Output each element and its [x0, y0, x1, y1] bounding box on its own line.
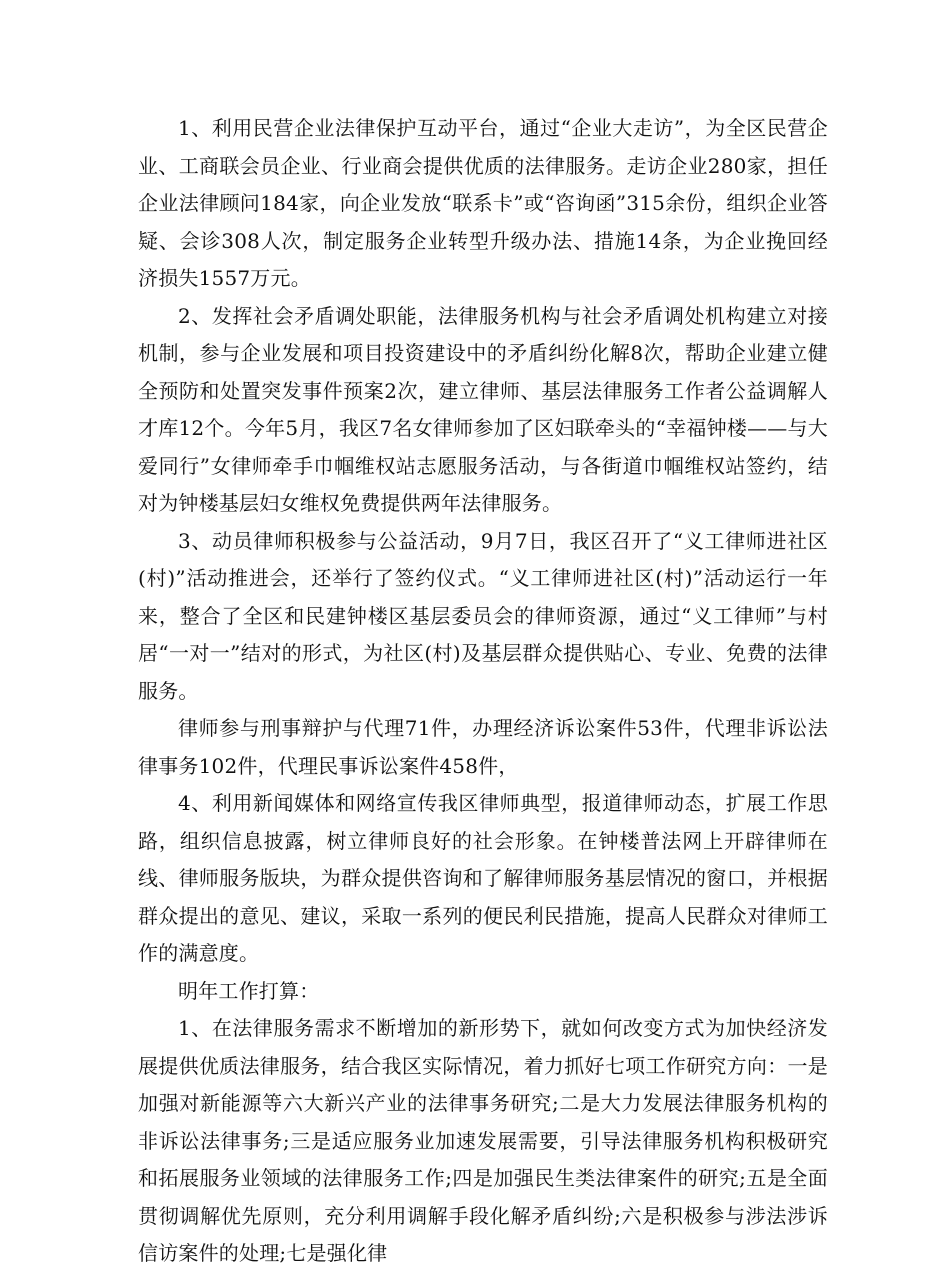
paragraph-enterprise-visits: 1、利用民营企业法律保护互动平台，通过“企业大走访”，为全区民营企业、工商联会员企业、行业商会提供优质的法律服务。走访企业280家，担任企业法律顾问184家，向企业发放“联系卡”或“咨询函”315余份，组织企业答疑、会诊308人次，制定服务企业转型升级办法、措施14条，为企业挽回经济损失1557万元。	[138, 116, 828, 290]
paragraph-dispute-mediation: 2、发挥社会矛盾调处职能，法律服务机构与社会矛盾调处机构建立对接机制，参与企业发展和项目投资建设中的矛盾纠纷化解8次，帮助企业建立健全预防和处置突发事件预案2次，建立律师、基层法律服务工作者公益调解人才库12个。今年5月，我区7名女律师参加了区妇联牵头的“幸福钟楼——与大爱同行”女律师牵手巾帼维权站志愿服务活动，与各街道巾帼维权站签约，结对为钟楼基层妇女维权免费提供两年法律服务。	[138, 303, 828, 515]
document-body	[138, 110, 828, 1273]
paragraph-research-directions: 1、在法律服务需求不断增加的新形势下，就如何改变方式为加快经济发展提供优质法律服务，结合我区实际情况，着力抓好七项工作研究方向：一是加强对新能源等六大新兴产业的法律事务研究;二是大力发展法律服务机构的非诉讼法律事务;三是适应服务业加速发展需要，引导法律服务机构积极研究和拓展服务业领域的法律服务工作;四是加强民生类法律案件的研究;五是全面贯彻调解优先原则，充分利用调解手段化解矛盾纠纷;六是积极参与涉法涉诉信访案件的处理;七是强化律	[138, 1016, 828, 1265]
paragraph-media-publicity: 4、利用新闻媒体和网络宣传我区律师典型，报道律师动态，扩展工作思路，组织信息披露，树立律师良好的社会形象。在钟楼普法网上开辟律师在线、律师服务版块，为群众提供咨询和了解律师服务基层情况的窗口，并根据群众提出的意见、建议，采取一系列的便民利民措施，提高人民群众对律师工作的满意度。	[138, 791, 828, 965]
paragraph-next-year-heading: 明年工作打算：	[178, 978, 320, 1003]
paragraph-volunteer-lawyers: 3、动员律师积极参与公益活动，9月7日，我区召开了“义工律师进社区(村)”活动推进会，还举行了签约仪式。“义工律师进社区(村)”活动运行一年来，整合了全区和民建钟楼区基层委员会的律师资源，通过“义工律师”与村居“一对一”结对的形式，为社区(村)及基层群众提供贴心、专业、免费的法律服务。	[138, 528, 828, 703]
paragraph-case-statistics: 律师参与刑事辩护与代理71件，办理经济诉讼案件53件，代理非诉讼法律事务102件，代理民事诉讼案件458件，	[138, 716, 828, 778]
